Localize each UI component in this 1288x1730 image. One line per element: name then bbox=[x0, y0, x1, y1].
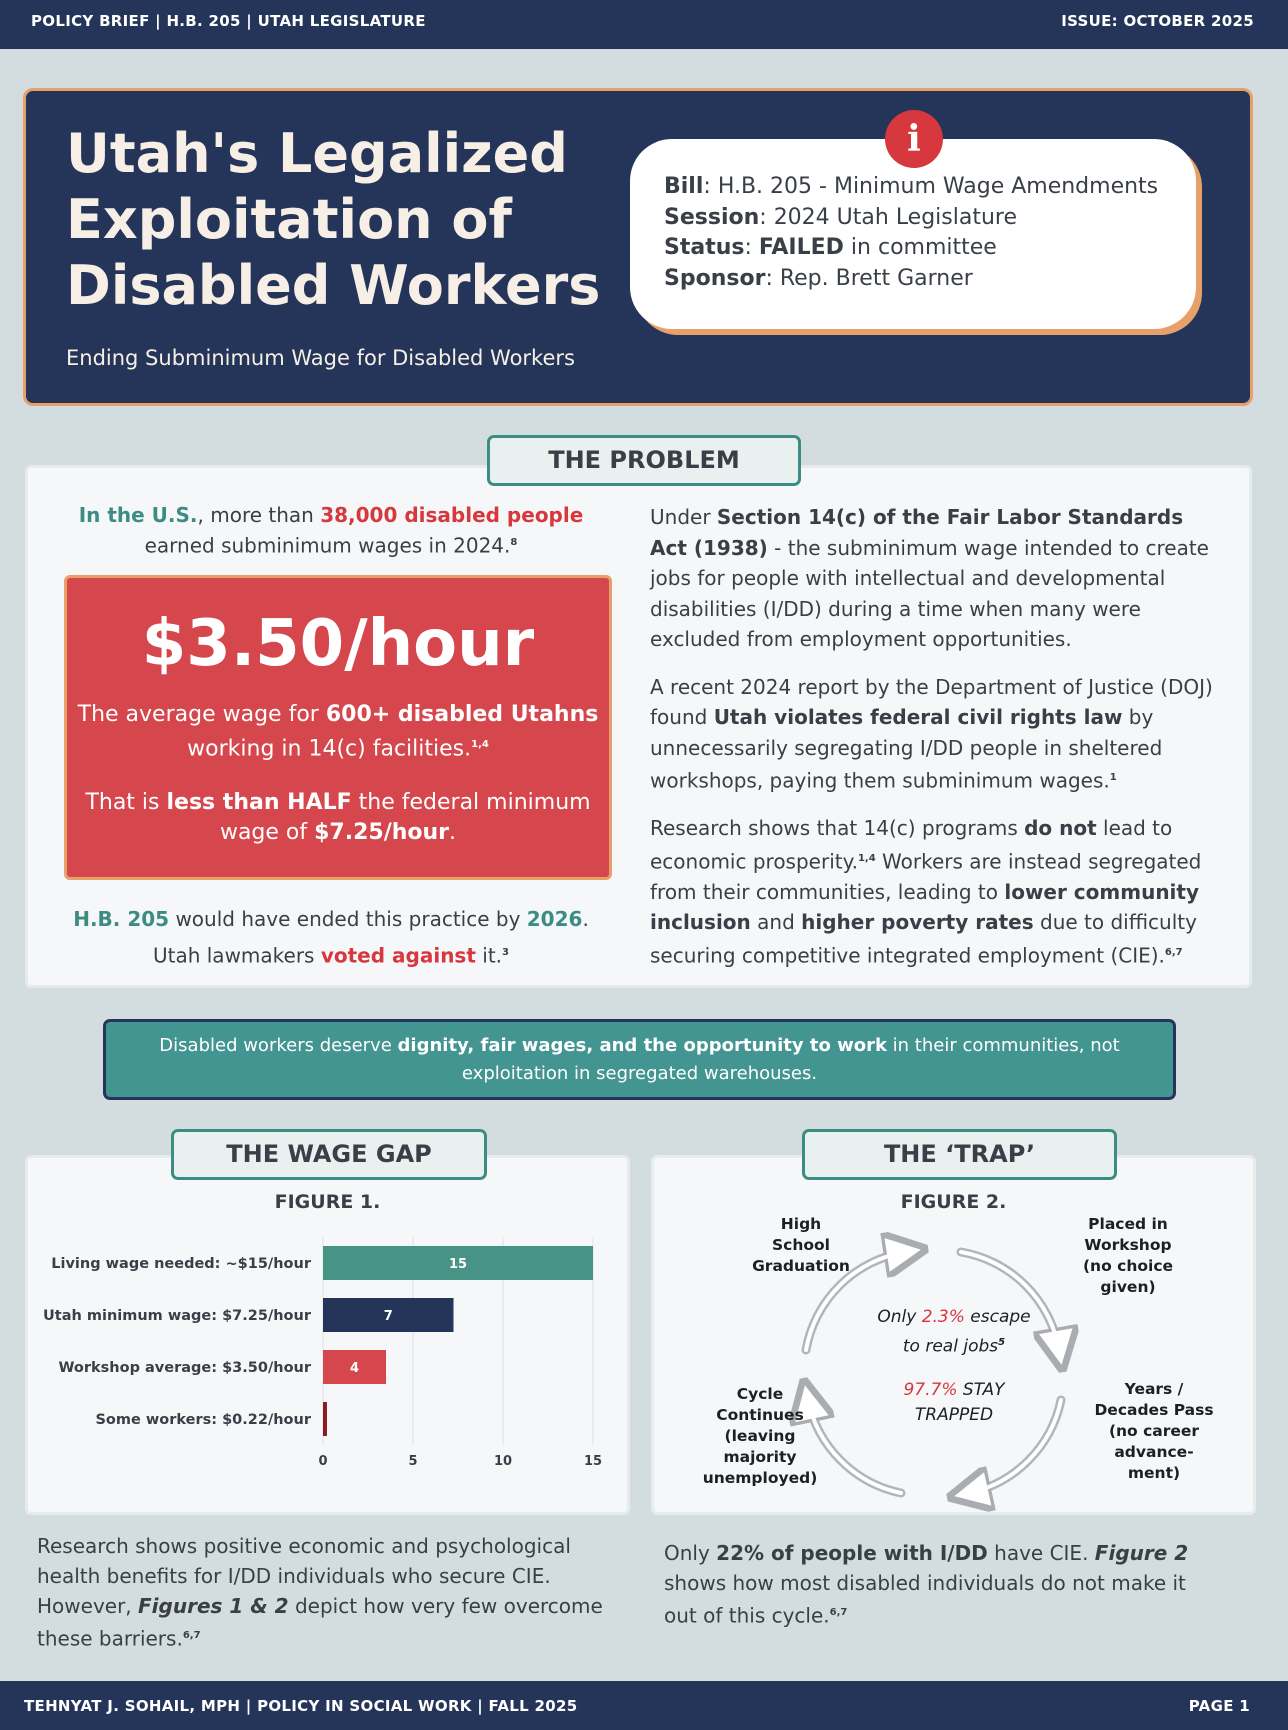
title-line-3: Disabled Workers bbox=[66, 254, 601, 317]
footer-bar bbox=[0, 1681, 1288, 1730]
trapped-rate: 97.7% STAY TRAPPED bbox=[903, 1380, 1005, 1425]
us-stat: In the U.S., more than 38,000 disabled people earned subminimum wages in 2024.$^8$ bbox=[78, 503, 584, 558]
doj-paragraph: A recent 2024 report by the Department of Justice (DOJ) found Utah violates federal civil rights law by unnecessarily segregating I/DD people in sheltered workshops, paying them subminimum wages.$^1$ bbox=[650, 674, 1213, 793]
escape-rate: Only 2.3% escape to real jobs$^5$ bbox=[877, 1307, 1031, 1357]
data-label: 7 bbox=[383, 1309, 393, 1324]
wage-gap-note: Research shows positive economic and psychological health benefits for I/DD individuals who secure CIE. However, Figures 1 & 2 depict how very few overcome these barriers.$^{6,7}$ bbox=[37, 1534, 603, 1651]
wage-comparison: That is less than HALF the federal minimum wage of $7.25/hour. bbox=[85, 790, 591, 846]
session-row: Session: 2024 Utah Legislature bbox=[664, 204, 1018, 230]
sponsor-row: Sponsor: Rep. Brett Garner bbox=[664, 265, 973, 291]
figure-1-label: FIGURE 1. bbox=[274, 1191, 381, 1213]
x-tick-label: 0 bbox=[318, 1454, 328, 1469]
problem-text-column bbox=[650, 502, 1220, 988]
top-bar bbox=[0, 0, 1288, 49]
cycle-step-workshop: Placed in Workshop (no choice given) bbox=[1082, 1215, 1174, 1296]
status-row: Status: FAILED in committee bbox=[664, 235, 997, 260]
title-line-2: Exploitation of bbox=[66, 188, 513, 251]
page-number: PAGE 1 bbox=[1188, 1697, 1250, 1715]
wage-stat-box bbox=[64, 575, 612, 880]
hero-banner bbox=[23, 88, 1253, 406]
average-wage-figure: $3.50/hour bbox=[141, 607, 535, 681]
info-icon: i bbox=[885, 110, 943, 168]
cycle-step-years-pass: Years / Decades Pass (no career advance- ment) bbox=[1094, 1380, 1214, 1482]
hb205-note: H.B. 205 would have ended this practice by 2026. Utah lawmakers voted against it.$^3$ bbox=[73, 907, 589, 968]
category-label: Living wage needed: ~$15/hour bbox=[51, 1256, 311, 1272]
data-label: 15 bbox=[448, 1257, 468, 1272]
page-subtitle: Ending Subminimum Wage for Disabled Workers bbox=[66, 346, 575, 370]
footer-author: TEHNYAT J. SOHAIL, MPH | POLICY IN SOCIAL WORK | FALL 2025 bbox=[24, 1697, 578, 1715]
research-paragraph: Research shows that 14(c) programs do not lead to economic prosperity.$^{1,4}$ Workers are instead segregated from their communities, leading to lower community inclusion and higher poverty rates due to difficulty securing competitive integrated employment (CIE).$^{6,7}$ bbox=[650, 816, 1202, 968]
category-label: Some workers: $0.22/hour bbox=[95, 1412, 311, 1428]
header-issue: ISSUE: OCTOBER 2025 bbox=[1061, 12, 1254, 30]
page-title bbox=[66, 121, 626, 319]
wage-gap-title: THE WAGE GAP bbox=[171, 1129, 487, 1180]
figure-2-label: FIGURE 2. bbox=[900, 1191, 1007, 1213]
title-line-1: Utah's Legalized bbox=[66, 122, 568, 185]
header-left: POLICY BRIEF | H.B. 205 | UTAH LEGISLATURE bbox=[31, 12, 426, 30]
bill-row: Bill: H.B. 205 - Minimum Wage Amendments bbox=[664, 174, 1159, 199]
data-label: 4 bbox=[349, 1361, 360, 1376]
x-tick-label: 10 bbox=[493, 1454, 513, 1469]
x-tick-label: 15 bbox=[583, 1454, 603, 1469]
category-label: Workshop average: $3.50/hour bbox=[58, 1360, 311, 1376]
wage-gap-chart bbox=[25, 1155, 630, 1515]
bar bbox=[323, 1402, 327, 1436]
category-label: Utah minimum wage: $7.25/hour bbox=[43, 1308, 311, 1324]
cycle-step-graduation: High School Graduation bbox=[752, 1215, 850, 1275]
section-14c-paragraph: Under Section 14(c) of the Fair Labor Standards Act (1938) - the subminimum wage intended to create jobs for people with intellectual and developmental disabilities (I/DD) during a time when many were excluded from employment opportunities. bbox=[650, 505, 1209, 651]
cycle-step-continues: Cycle Continues (leaving majority unemployed) bbox=[702, 1385, 818, 1487]
wage-description: The average wage for 600+ disabled Utahns working in 14(c) facilities.$^{1,4}$ bbox=[77, 702, 599, 762]
trap-note: Only 22% of people with I/DD have CIE. Figure 2 shows how most disabled individuals do not make it out of this cycle.$^{6,7}$ bbox=[664, 1541, 1189, 1628]
trap-title: THE ‘TRAP’ bbox=[802, 1129, 1117, 1180]
x-tick-label: 5 bbox=[408, 1454, 418, 1469]
callout-banner: Disabled workers deserve dignity, fair wages, and the opportunity to work in their communities, not exploitation in segregated warehouses. bbox=[103, 1019, 1176, 1100]
problem-section-title: THE PROBLEM bbox=[487, 435, 801, 486]
